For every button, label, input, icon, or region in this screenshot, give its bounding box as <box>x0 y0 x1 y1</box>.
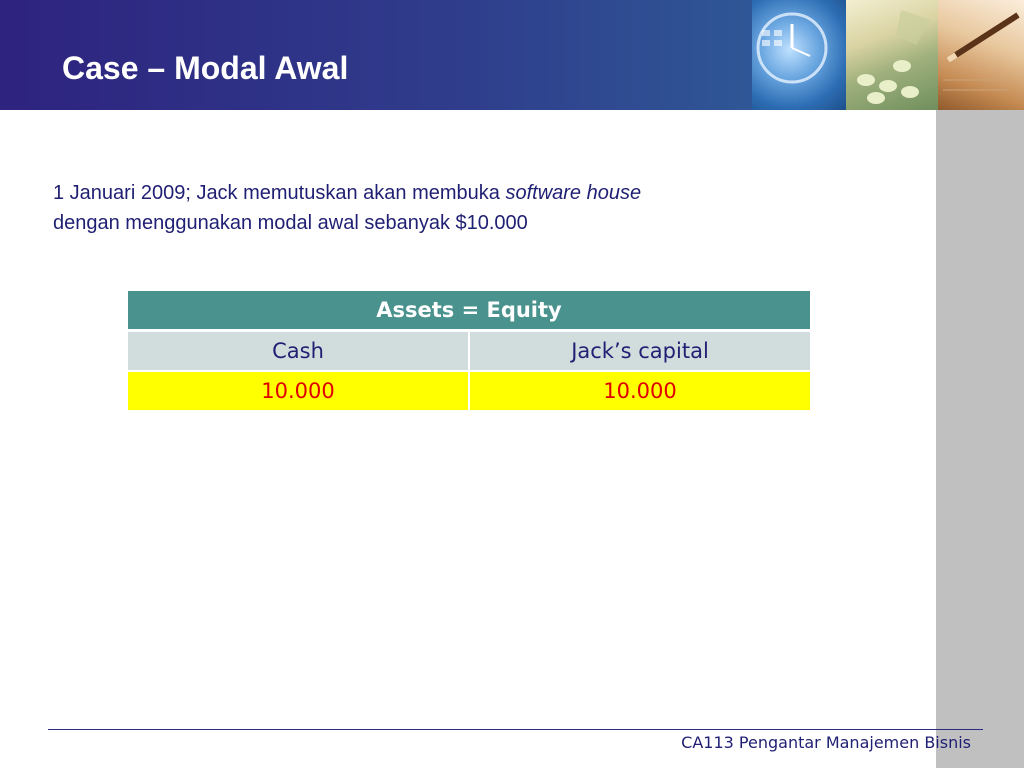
right-gray-strip <box>936 110 1024 768</box>
table-row-values <box>128 371 810 410</box>
footer-text: CA113 Pengantar Manajemen Bisnis <box>681 733 971 752</box>
intro-text-part1: 1 Januari 2009; Jack memutuskan akan membuka <box>53 182 506 204</box>
cell-value-capital: 10.000 <box>469 371 810 410</box>
slide-header <box>0 0 1024 110</box>
cell-label-capital: Jack’s capital <box>469 331 810 372</box>
table-row-labels <box>128 331 810 372</box>
table-header: Assets = Equity <box>128 291 810 331</box>
header-image-pen-document <box>938 0 1024 110</box>
accounting-equation-table <box>128 291 810 410</box>
intro-text <box>53 178 853 238</box>
intro-text-italic: software house <box>505 182 642 204</box>
cell-value-cash: 10.000 <box>128 371 469 410</box>
header-image-calculator-keys <box>846 0 938 110</box>
slide-title: Case – Modal Awal <box>62 50 349 86</box>
header-image-clock-calculator <box>752 0 846 110</box>
footer-divider <box>48 729 983 730</box>
intro-text-part2: dengan menggunakan modal awal sebanyak $10.000 <box>53 212 528 234</box>
cell-label-cash: Cash <box>128 331 469 372</box>
